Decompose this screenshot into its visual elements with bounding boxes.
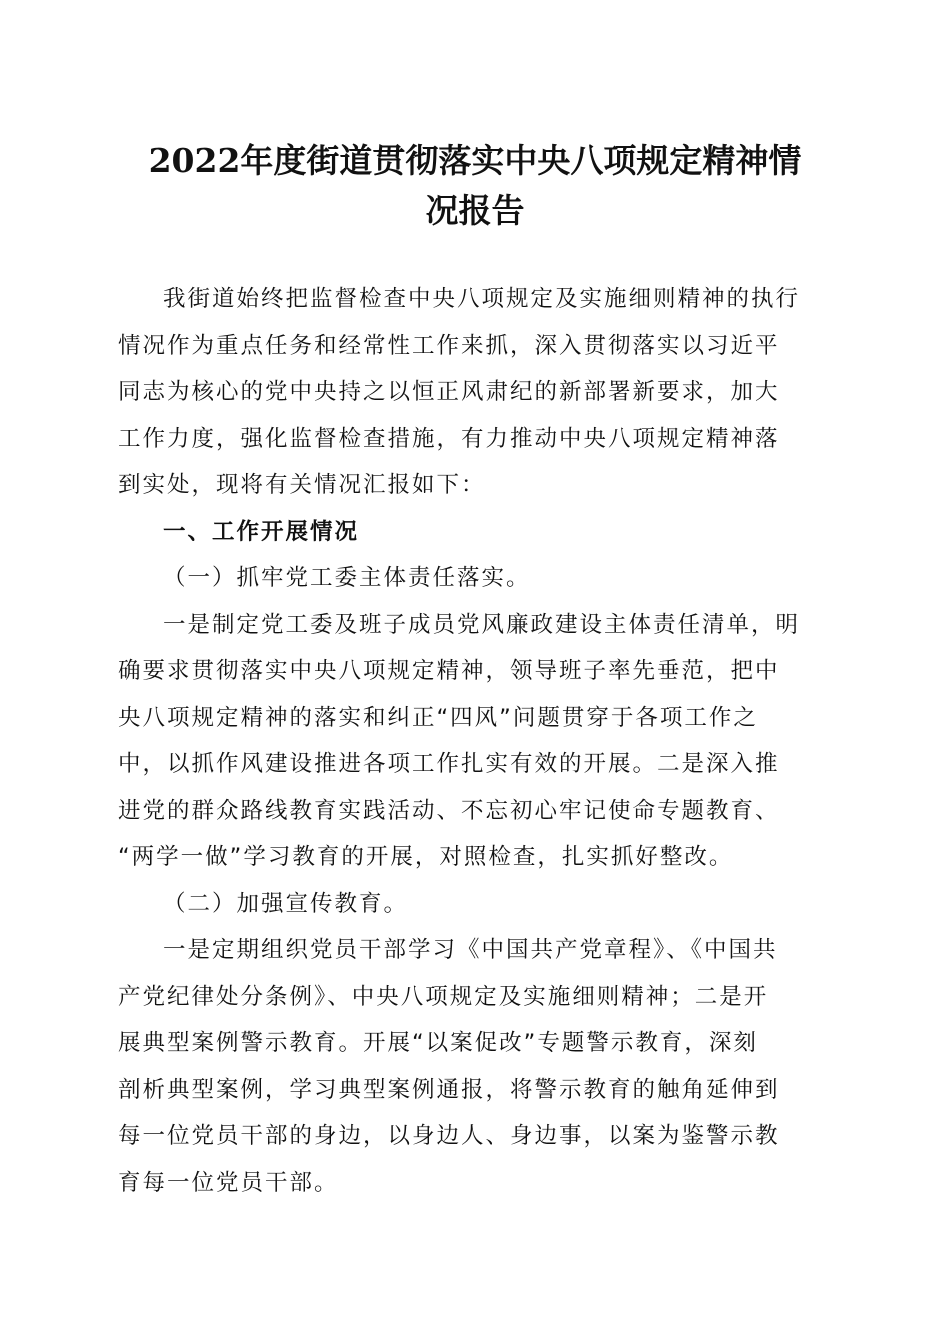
subsection1-paragraph-line: 进党的群众路线教育实践活动、不忘初心牢记使命专题教育、 — [118, 797, 780, 824]
title-line: 况报告 — [425, 191, 525, 230]
subsection2-paragraph-line: 每一位党员干部的身边，以身边人、身边事，以案为鉴警示教 — [118, 1123, 780, 1149]
subsection2-paragraph-line: 剖析典型案例，学习典型案例通报，将警示教育的触角延伸到 — [118, 1076, 780, 1103]
intro-paragraph-line: 工作力度，强化监督检查措施，有力推动中央八项规定精神落 — [118, 425, 780, 452]
intro-paragraph-line: 情况作为重点任务和经常性工作来抓，深入贯彻落实以习近平 — [118, 332, 780, 359]
subsection-heading: （一）抓牢党工委主体责任落实。 — [163, 565, 531, 591]
section-heading: 一、工作开展情况 — [163, 518, 360, 545]
subsection-heading: （二）加强宣传教育。 — [163, 890, 409, 917]
document-body — [118, 276, 834, 1206]
subsection2-paragraph-line: 育每一位党员干部。 — [118, 1169, 339, 1196]
intro-paragraph-line: 我街道始终把监督检查中央八项规定及实施细则精神的执行 — [163, 286, 801, 312]
subsection1-paragraph-line: 中，以抓作风建设推进各项工作扎实有效的开展。二是深入推 — [118, 751, 780, 777]
subsection2-paragraph-line: 展典型案例警示教育。开展“以案促改”专题警示教育，深刻 — [118, 1030, 758, 1056]
subsection2-paragraph-line: 产党纪律处分条例》、中央八项规定及实施细则精神；二是开 — [118, 983, 769, 1010]
intro-paragraph-line: 同志为核心的党中央持之以恒正风肃纪的新部署新要求，加大 — [118, 379, 780, 405]
intro-paragraph-line: 到实处，现将有关情况汇报如下： — [118, 472, 486, 498]
subsection1-paragraph-line: 央八项规定精神的落实和纠正“四风”问题贯穿于各项工作之 — [118, 704, 758, 731]
subsection1-paragraph-line: 一是制定党工委及班子成员党风廉政建设主体责任清单，明 — [163, 611, 801, 638]
subsection1-paragraph-line: 确要求贯彻落实中央八项规定精神，领导班子率先垂范，把中 — [118, 658, 780, 684]
subsection2-paragraph-line: 一是定期组织党员干部学习《中国共产党章程》、《中国共 — [163, 937, 778, 963]
page-title — [120, 136, 830, 236]
subsection1-paragraph-line: “两学一做”学习教育的开展，对照检查，扎实抓好整改。 — [118, 844, 734, 870]
title-line: 2022年度街道贯彻落实中央八项规定精神情 — [148, 141, 802, 180]
